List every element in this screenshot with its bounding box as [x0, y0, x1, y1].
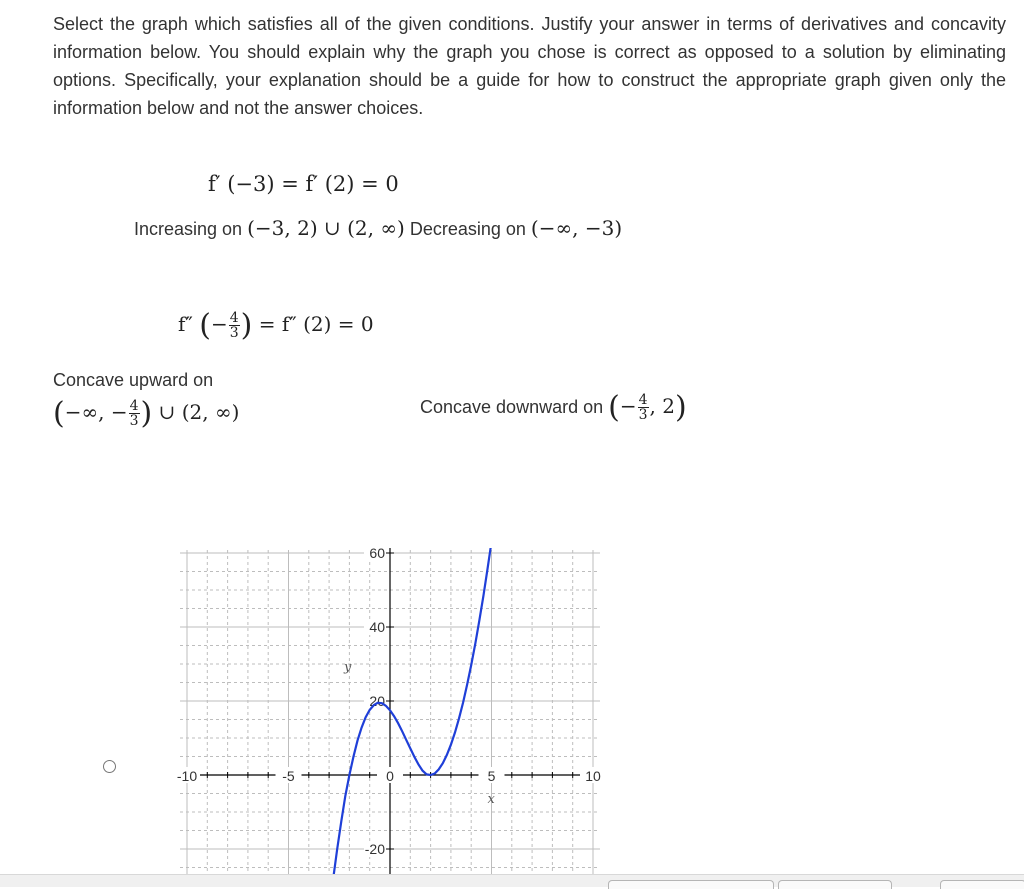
concave-down-condition — [420, 390, 687, 425]
concave-down-label: Concave downward on — [420, 397, 604, 417]
first-derivative-condition: f′ (−3) = f′ (2) = 0 — [208, 172, 399, 196]
answer-choice-radio[interactable] — [103, 760, 116, 773]
bottom-control-left[interactable] — [608, 880, 774, 889]
y-tick-label: -20 — [364, 841, 385, 857]
x-tick-label: -5 — [282, 768, 295, 784]
second-derivative-condition: f″ (− $\frac{4}{3}$ ) = f″ (2) = 0 — [178, 308, 374, 343]
decreasing-label: Decreasing on — [409, 219, 526, 239]
x-tick-label: 5 — [487, 768, 496, 784]
concave-up-interval: (−∞, − $\frac{4}{3}$ ) ∪ (2, ∞) — [53, 396, 240, 431]
increasing-label: Increasing on — [134, 219, 243, 239]
x-tick-label: 10 — [585, 768, 601, 784]
question-prompt: Select the graph which satisfies all of the given conditions. Justify your answer in terms of derivatives and concavity information below. You should explain why the graph you chose is correct as opposed to a solution by eliminating options. Specifically, your explanation should be a guide for how to construct the appropriate graph given only the information below and not the answer choices. — [53, 14, 1006, 118]
increasing-interval: (−3, 2) ∪ (2, ∞) — [247, 216, 405, 240]
y-axis-label: y — [344, 660, 352, 675]
y-tick-label: 60 — [369, 545, 385, 561]
monotonicity-conditions — [134, 216, 622, 240]
y-tick-label: 20 — [369, 693, 385, 709]
second-derivative-lhs: f″ — [178, 312, 193, 336]
concave-up-label: Concave upward on — [53, 370, 214, 390]
x-tick-label: -10 — [176, 768, 198, 784]
decreasing-interval: (−∞, −3) — [530, 216, 623, 240]
answer-choice-graph — [160, 540, 620, 874]
second-derivative-rhs: = f″ (2) = 0 — [258, 312, 374, 336]
second-derivative-arg-sign: − — [210, 312, 228, 336]
x-axis-label: x — [487, 792, 495, 807]
concave-down-interval: (− $\frac{4}{3}$ , 2) — [608, 390, 687, 425]
bottom-control-right[interactable] — [778, 880, 892, 889]
y-tick-label: 40 — [369, 619, 385, 635]
x-tick-label: 0 — [386, 768, 394, 784]
fraction-four-thirds: $\frac{4}{3}$ — [229, 310, 239, 341]
bottom-control-edge[interactable] — [940, 880, 1024, 889]
